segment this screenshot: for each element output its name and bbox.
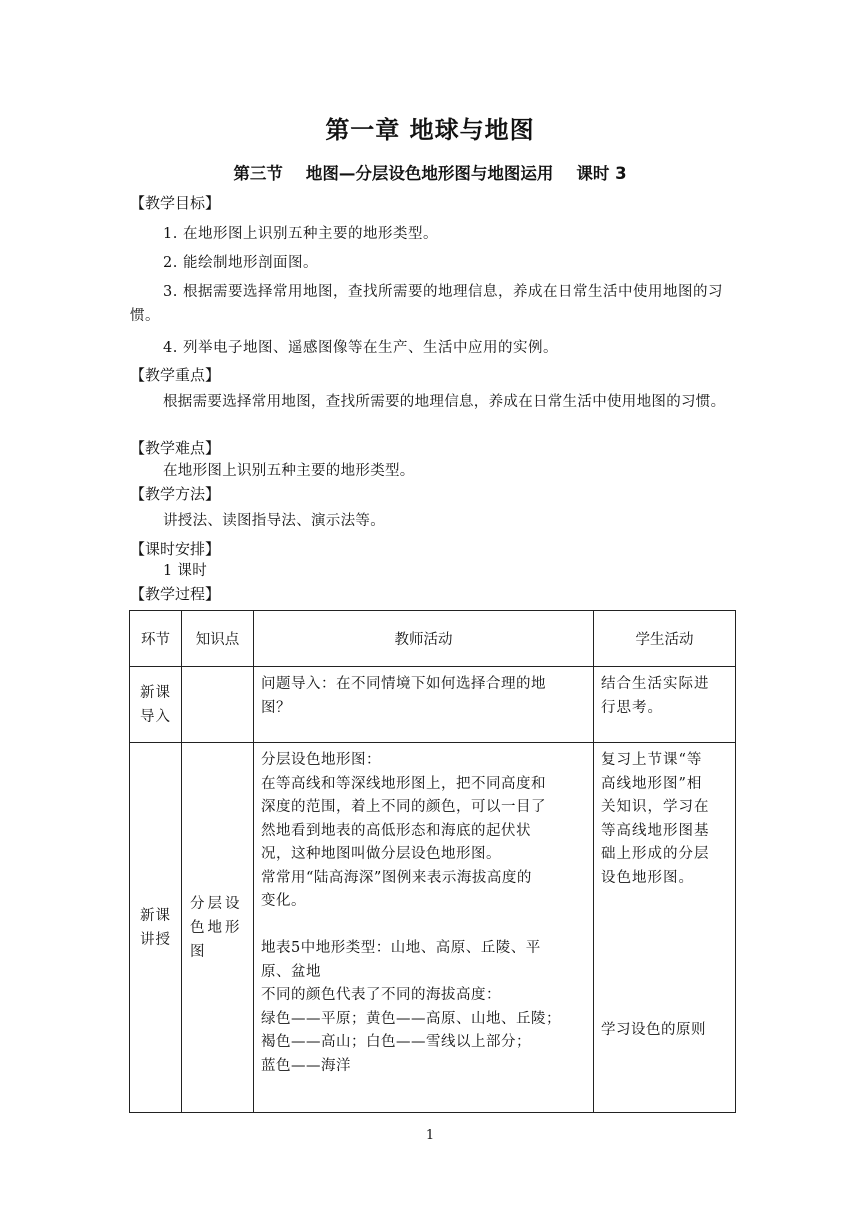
- section-title: 第三节 地图—分层设色地形图与地图运用 课时 3: [233, 164, 627, 183]
- teacher-line: 图？: [261, 699, 291, 716]
- student-line: 行思考。: [601, 699, 663, 716]
- objective-item-2: 2. 能绘制地形剖面图。: [163, 255, 318, 271]
- knowledge-cell: 分层设色地形图: [182, 743, 254, 1113]
- table-row: [130, 743, 736, 1113]
- teacher-activity-cell: [254, 667, 594, 743]
- difficulties-text: 在地形图上识别五种主要的地形类型。: [163, 463, 415, 479]
- student-line: 设色地形图。: [601, 869, 694, 886]
- teacher-line: 问题导入：在不同情境下如何选择合理的地: [261, 676, 546, 692]
- teacher-line: 褐色——高山；白色——雪线以上部分；: [261, 1034, 531, 1050]
- teacher-line: 不同的颜色代表了不同的海拔高度：: [261, 987, 501, 1003]
- teacher-line: 分层设色地形图：: [261, 752, 381, 768]
- column-header-student: 学生活动: [594, 611, 736, 667]
- knowledge-cell: [182, 667, 254, 743]
- teacher-line: 绿色——平原；黄色——高原、山地、丘陵；: [261, 1010, 561, 1027]
- objectives-heading: 【教学目标】: [130, 194, 221, 212]
- column-header-knowledge: 知识点: [182, 611, 254, 667]
- stage-cell: 新课讲授: [130, 743, 182, 1113]
- teacher-line: 常常用“陆高海深”图例来表示海拔高度的: [261, 869, 532, 886]
- schedule-heading: 【课时安排】: [130, 540, 221, 558]
- table-header-row: [130, 611, 736, 667]
- difficulties-heading: 【教学难点】: [130, 439, 221, 457]
- teacher-line: 在等高线和等深线地形图上，把不同高度和: [261, 775, 546, 792]
- process-heading: 【教学过程】: [130, 585, 221, 603]
- student-line: 学习设色的原则: [601, 1022, 706, 1038]
- chapter-title: 第一章 地球与地图: [325, 116, 535, 144]
- teacher-line-blank: [261, 914, 586, 938]
- student-line: 结合生活实际进: [601, 676, 710, 692]
- objective-item-3: 3. 根据需要选择常用地图，查找所需要的地理信息，养成在日常生活中使用地图的习惯。: [130, 284, 723, 324]
- column-header-teacher: 教师活动: [254, 611, 594, 667]
- teacher-line: 变化。: [261, 893, 306, 909]
- key-points-text: 根据需要选择常用地图，查找所需要的地理信息，养成在日常生活中使用地图的习惯。: [163, 394, 726, 410]
- objective-item-1: 1. 在地形图上识别五种主要的地形类型。: [163, 226, 438, 242]
- student-line: 等高线地形图基: [601, 822, 710, 839]
- student-line: 础上形成的分层: [601, 846, 710, 862]
- teacher-line: 深度的范围，着上不同的颜色，可以一目了: [261, 799, 546, 815]
- student-line: 复习上节课“等: [601, 752, 703, 768]
- teacher-line: 况，这种地图叫做分层设色地形图。: [261, 846, 501, 862]
- page-number: 1: [425, 1128, 435, 1143]
- teacher-line: 原、盆地: [261, 963, 321, 980]
- objective-item-4: 4. 列举电子地图、遥感图像等在生产、生活中应用的实例。: [163, 340, 558, 356]
- table-row: [130, 667, 736, 743]
- teacher-line: 然地看到地表的高低形态和海底的起伏状: [261, 822, 531, 839]
- column-header-stage: 环节: [130, 611, 182, 667]
- student-activity-cell: [594, 667, 736, 743]
- schedule-text: 1 课时: [163, 563, 208, 579]
- teaching-process-table: [129, 610, 736, 1113]
- methods-text: 讲授法、读图指导法、演示法等。: [163, 513, 385, 529]
- teacher-line: 地表5中地形类型：山地、高原、丘陵、平: [261, 940, 541, 956]
- stage-cell: 新课导入: [130, 667, 182, 743]
- key-points-heading: 【教学重点】: [130, 366, 221, 384]
- student-line: 高线地形图”相: [601, 775, 703, 792]
- teacher-activity-cell: [254, 743, 594, 1113]
- teacher-line: 蓝色——海洋: [261, 1057, 351, 1074]
- methods-heading: 【教学方法】: [130, 485, 221, 503]
- student-activity-cell: [594, 743, 736, 1113]
- student-line: 关知识，学习在: [601, 799, 710, 815]
